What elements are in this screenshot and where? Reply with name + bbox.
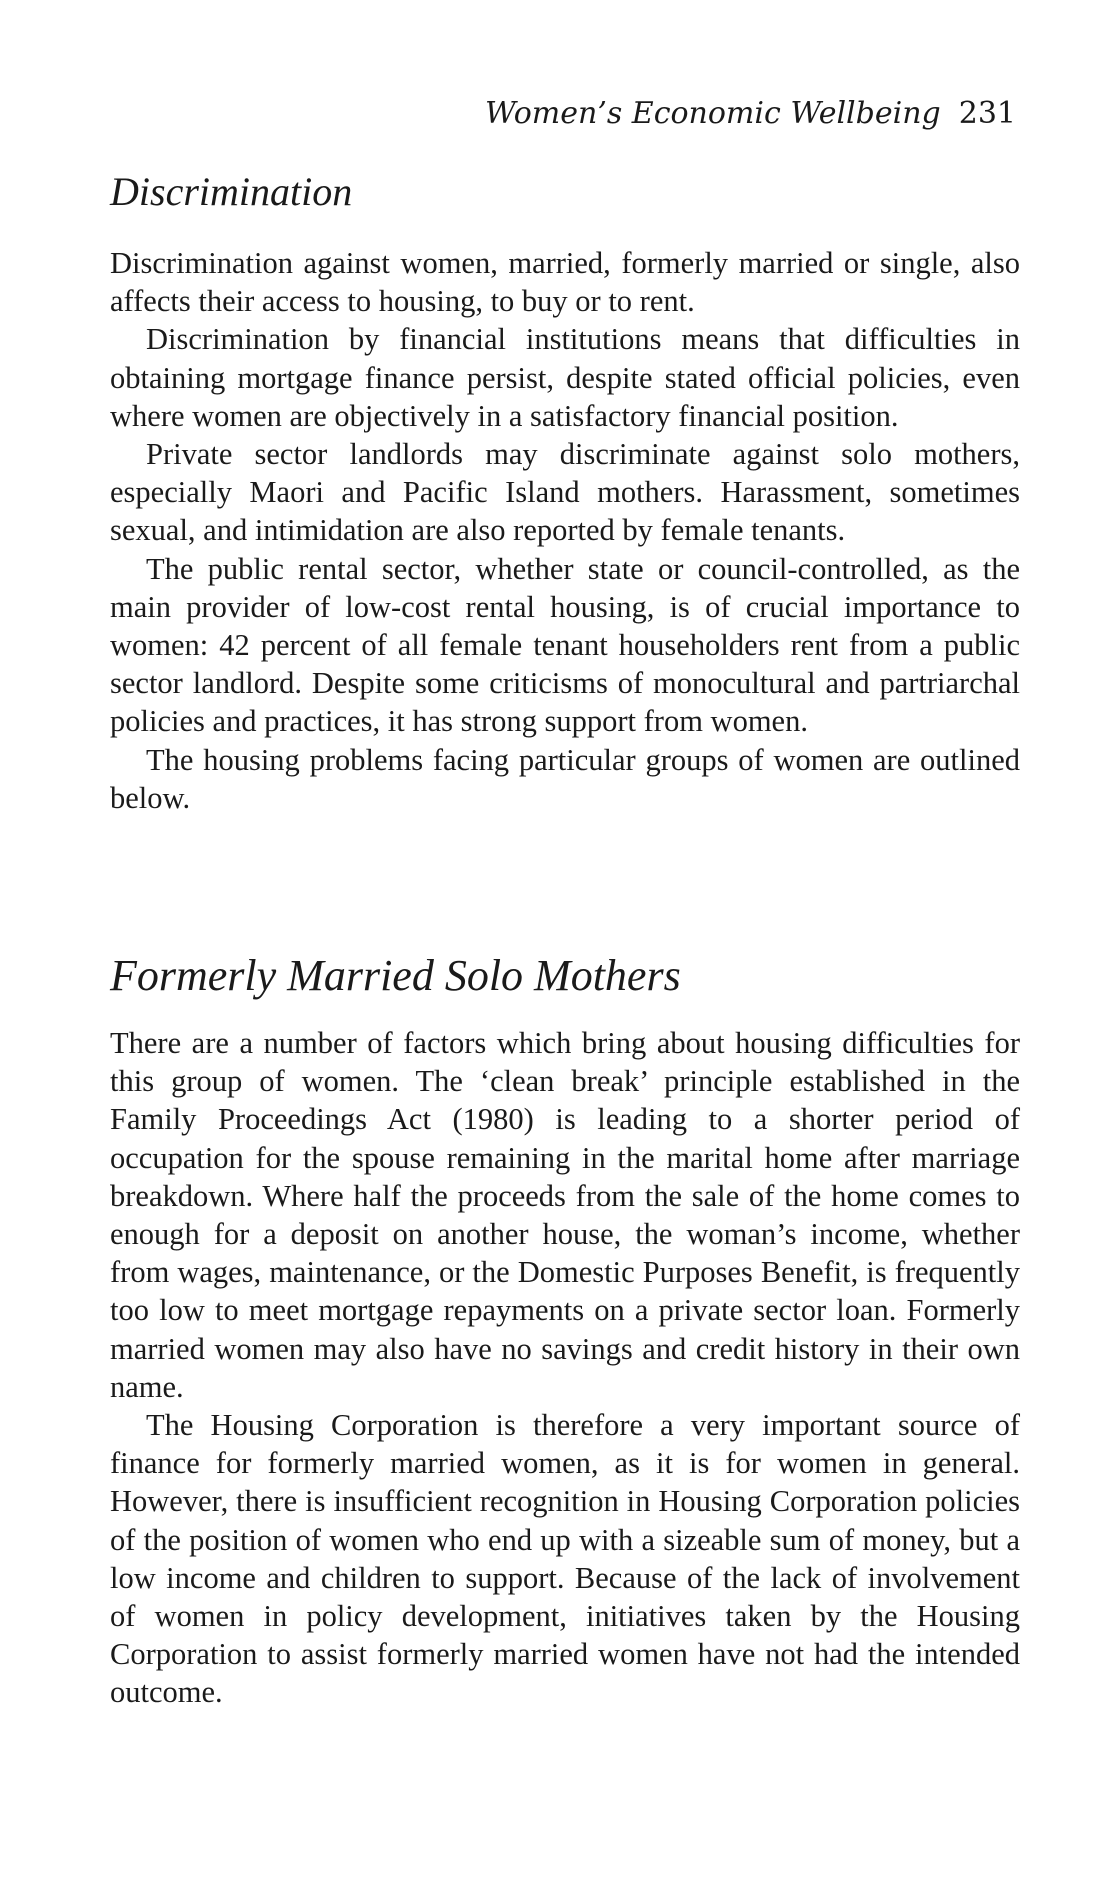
running-head-title: Women’s Economic Wellbeing [484, 96, 941, 131]
paragraph: There are a number of factors which bring about housing difficulties for this group of women. The ‘clean break’ principle established in the Family Proceedings Act (1980) is leading to a shorter period of occupation for the spouse remaining in the marital home after marriage breakdown. Where half the proceeds from the sale of the home comes to enough for a deposit on another house, the woman’s income, whether from wages, maintenance, or the Domestic Purposes Benefit, is frequently too low to meet mortgage repayments on a private sector loan. Formerly married women may also have no savings and credit history in their own name. [110, 1026, 1020, 1404]
paragraph: Private sector landlords may discriminate against solo mothers, especially Maori and Pacific Island mothers. Harassment, sometimes sexual, and intimidation are also reported by female tenants. [110, 437, 1020, 548]
section-body-formerly-married-solo-mothers [110, 1024, 1020, 1712]
section-body-discrimination [110, 244, 1020, 817]
running-head [485, 96, 1016, 132]
paragraph: Discrimination by financial institutions means that difficulties in obtaining mortgage finance persist, despite stated official policies, even where women are objectively in a satisfactory financial position. [110, 322, 1020, 433]
paragraph: The public rental sector, whether state or council-controlled, as the main provider of low-cost rental housing, is of crucial importance to women: 42 percent of all female tenant householders rent from a public sector landlord. Despite some criticisms of monocultural and partriarchal policies and practices, it has strong support from women. [110, 551, 1020, 739]
section-heading-discrimination: Discrimination [110, 169, 353, 214]
paragraph: Discrimination against women, married, formerly married or single, also affects their access to housing, to buy or to rent. [110, 246, 1020, 319]
page-number: 231 [958, 96, 1016, 131]
paragraph: The housing problems facing particular groups of women are outlined below. [110, 742, 1020, 815]
paragraph: The Housing Corporation is therefore a very important source of finance for formerly married women, as it is for women in general. However, there is insufficient recognition in Housing Corporation policies of the position of women who end up with a sizeable sum of money, but a low income and children to support. Because of the lack of involvement of women in policy development, initiatives taken by the Housing Corporation to assist formerly married women have not had the intended outcome. [110, 1408, 1020, 1710]
section-heading-formerly-married-solo-mothers: Formerly Married Solo Mothers [110, 951, 681, 1000]
